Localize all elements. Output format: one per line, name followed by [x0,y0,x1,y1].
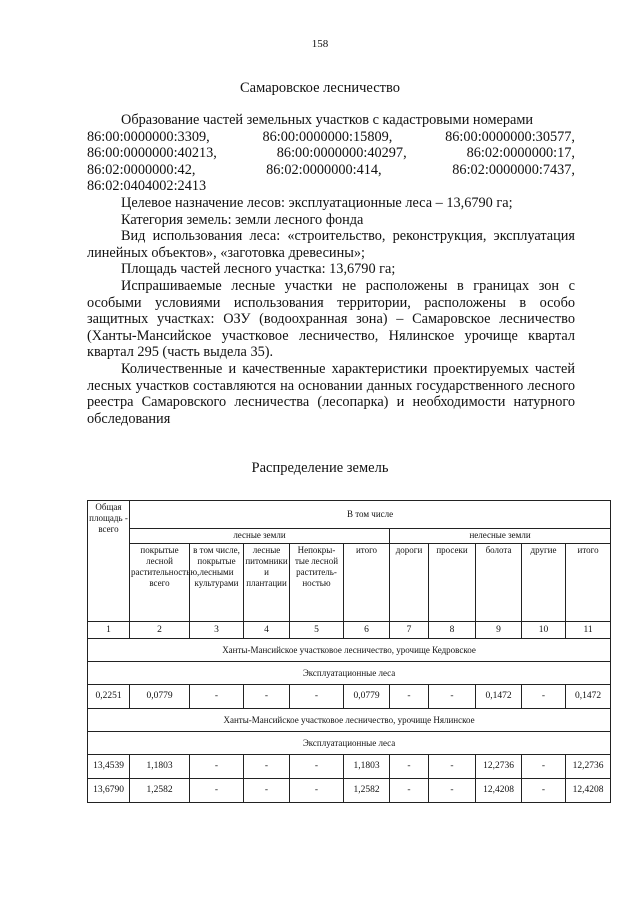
column-header: просеки [429,544,476,622]
cell: - [390,685,429,709]
land-distribution-table [87,500,611,803]
header-total: Общая площадь - всего [88,501,130,622]
cadastral-number: 86:00:0000000:15809, [262,128,393,145]
column-number: 7 [390,622,429,639]
column-header: лесные питомники и плантации [244,544,290,622]
table-row [88,685,611,709]
cell: - [290,685,344,709]
cell: 1,1803 [344,755,390,779]
cell: - [190,779,244,803]
usage-text: Вид использования леса: «строительство, реконструкция, эксплуатация линейных объектов», «заготовка древесины»; [87,228,575,261]
column-number: 6 [344,622,390,639]
column-header: в том числе, покрытые лесными культурами [190,544,244,622]
table-row-total [88,779,611,803]
column-header: дороги [390,544,429,622]
cell: 1,1803 [130,755,190,779]
cell: 12,4208 [476,779,522,803]
cell: - [522,755,566,779]
column-header: итого [344,544,390,622]
column-number: 8 [429,622,476,639]
header-nonforest: нелесные земли [390,529,611,544]
cell: - [429,755,476,779]
header-including: В том числе [130,501,611,529]
cell: - [244,685,290,709]
section-title: Ханты-Мансийское участковое лесничество, урочище Кедровское [88,639,611,662]
column-number: 10 [522,622,566,639]
cell: 13,6790 [88,779,130,803]
cadastral-number: 86:02:0000000:42, [87,161,196,178]
cell: - [290,779,344,803]
formation-text: Образование частей земельных участков с кадастровыми номерами [121,112,534,128]
column-number: 2 [130,622,190,639]
table-row [88,755,611,779]
cadastral-number: 86:02:0404002:2413 [87,178,207,195]
cell: 0,1472 [476,685,522,709]
location-text: Испрашиваемые лесные участки не расположены в границах зон с особыми условиями использования территории, расположены в особо защитных участках: ОЗУ (водоохранная зона) – Самаровское лесничество (Ханты-Мансийское участковое лесничество, Нялинское урочище квартал квартал 295 (часть выдела 35). [87,277,575,361]
cadastral-line [87,129,575,146]
purpose-text: Целевое назначение лесов: эксплуатационные леса – 13,6790 га; [121,194,513,211]
header-forest: лесные земли [130,529,390,544]
cadastral-line [87,178,575,195]
column-number: 5 [290,622,344,639]
cell: 12,4208 [566,779,611,803]
category-text: Категория земель: земли лесного фонда [121,211,364,228]
cadastral-number: 86:00:0000000:30577, [445,128,575,145]
header-row [88,501,611,529]
cell: 12,2736 [476,755,522,779]
cell: - [390,779,429,803]
cell: 13,4539 [88,755,130,779]
cell: - [190,755,244,779]
column-number: 4 [244,622,290,639]
page-title: Самаровское лесничество [240,80,400,96]
cadastral-number: 86:02:0000000:7437, [452,161,575,178]
column-number: 1 [88,622,130,639]
cell: 0,0779 [130,685,190,709]
column-number: 3 [190,622,244,639]
cadastral-line [87,145,575,162]
column-header: болота [476,544,522,622]
table-title: Распределение земель [251,460,389,476]
cell: - [244,779,290,803]
section-subtitle: Эксплуатационные леса [88,662,611,685]
cell: 12,2736 [566,755,611,779]
cadastral-line [87,162,575,179]
cadastral-number: 86:00:0000000:40297, [276,145,407,162]
cadastral-number: 86:00:0000000:3309, [87,128,210,145]
section-title: Ханты-Мансийское участковое лесничество, урочище Нялинское [88,709,611,732]
cell: 0,0779 [344,685,390,709]
section-row [88,709,611,732]
column-header: покрытые лесной растительностью, всего [130,544,190,622]
cadastral-number: 86:02:0000000:17, [466,145,575,162]
column-header: итого [566,544,611,622]
column-number: 9 [476,622,522,639]
cell: - [429,685,476,709]
section-row [88,662,611,685]
page-number: 158 [311,38,329,50]
column-number-row [88,622,611,639]
cadastral-number: 86:02:0000000:414, [266,161,382,178]
cell: - [522,779,566,803]
section-subtitle: Эксплуатационные леса [88,732,611,755]
cell: 1,2582 [130,779,190,803]
area-text: Площадь частей лесного участка: 13,6790 га; [121,261,396,278]
column-header: другие [522,544,566,622]
cell: - [190,685,244,709]
section-row [88,732,611,755]
cell: - [244,755,290,779]
cell: 0,1472 [566,685,611,709]
column-number: 11 [566,622,611,639]
column-header: Непокры-тые лесной раститель-ностью [290,544,344,622]
cell: - [390,755,429,779]
document-body [87,112,575,427]
cell: - [290,755,344,779]
cell: 0,2251 [88,685,130,709]
header-row [88,529,611,544]
header-row [88,544,611,622]
characteristics-text: Количественные и качественные характеристики проектируемых частей лесных участков составляются на основании данных государственного лесного реестра Самаровского лесничества (лесопарка) и необходимости натурного обследования [87,360,575,427]
section-row [88,639,611,662]
cell: - [522,685,566,709]
cell: 1,2582 [344,779,390,803]
cell: - [429,779,476,803]
cadastral-number: 86:00:0000000:40213, [87,145,217,162]
